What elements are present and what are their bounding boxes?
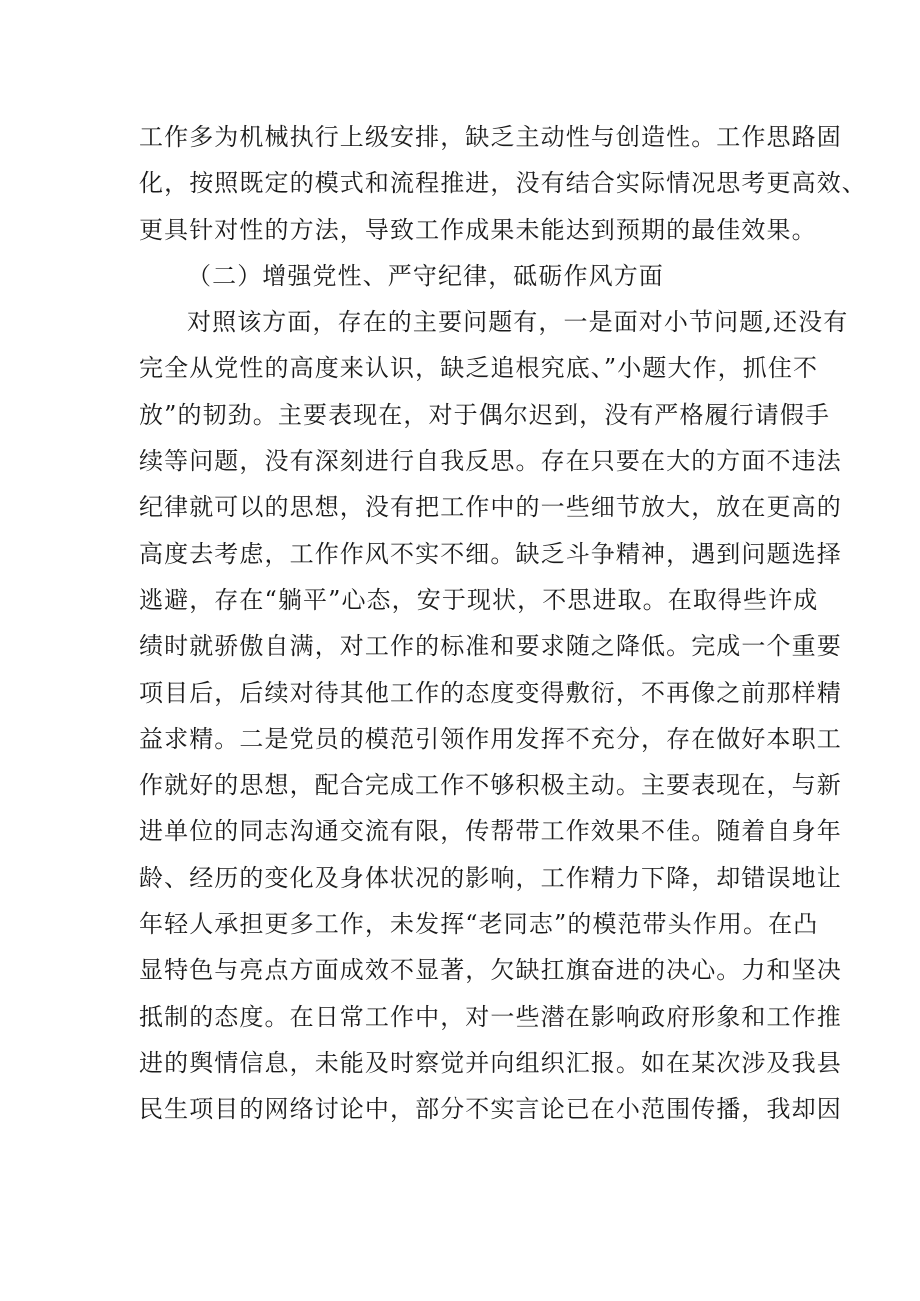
text-line: 高度去考虑，工作作风不实不细。缺乏斗争精神，遇到问题选择 <box>139 539 842 568</box>
text-line: 作就好的思想，配合完成工作不够积极主动。主要表现在，与新 <box>139 771 842 800</box>
text-line: 进单位的同志沟通交流有限，传帮带工作效果不佳。随着自身年 <box>139 817 842 846</box>
text-line: 工作多为机械执行上级安排，缺乏主动性与创造性。工作思路固 <box>139 123 842 151</box>
text-line: 逃避，存在“躺平”心态，安于现状，不思进取。在取得些许成 <box>139 585 819 614</box>
text-line: 化，按照既定的模式和流程推进，没有结合实际情况思考更高效、 <box>139 169 867 198</box>
document-body <box>139 114 867 1133</box>
section-heading: （二）增强党性、严守纪律，砥砺作风方面 <box>187 261 664 290</box>
text-line: 进的舆情信息，未能及时察觉并向组织汇报。如在某次涉及我县 <box>139 1048 842 1077</box>
text-line: 抵制的态度。在日常工作中，对一些潜在影响政府形象和工作推 <box>139 1002 842 1031</box>
text-line: 纪律就可以的思想，没有把工作中的一些细节放大，放在更高的 <box>139 493 842 522</box>
text-line: 益求精。二是党员的模范引领作用发挥不充分，存在做好本职工 <box>139 724 842 753</box>
text-line: 项目后，后续对待其他工作的态度变得敷衍，不再像之前那样精 <box>139 678 842 707</box>
text-line: 龄、经历的变化及身体状况的影响，工作精力下降，却错误地让 <box>139 863 842 892</box>
text-line: 显特色与亮点方面成效不显著，欠缺扛旗奋进的决心。力和坚决 <box>139 956 842 985</box>
text-line: 更具针对性的方法，导致工作成果未能达到预期的最佳效果。 <box>139 215 817 244</box>
text-line: 民生项目的网络讨论中，部分不实言论已在小范围传播，我却因 <box>139 1095 842 1124</box>
paragraph-first-line: 对照该方面，存在的主要问题有，一是面对小节问题,还没有 <box>187 308 849 337</box>
text-line: 完全从党性的高度来认识，缺乏追根究底、”小题大作，抓住不 <box>139 354 819 383</box>
text-line: 年轻人承担更多工作，未发挥“老同志”的模范带头作用。在凸 <box>139 910 819 939</box>
text-line: 放”的韧劲。主要表现在，对于偶尔迟到，没有严格履行请假手 <box>139 400 831 429</box>
text-line: 续等问题，没有深刻进行自我反思。存在只要在大的方面不违法 <box>139 447 842 476</box>
text-line: 绩时就骄傲自满，对工作的标准和要求随之降低。完成一个重要 <box>139 632 842 661</box>
